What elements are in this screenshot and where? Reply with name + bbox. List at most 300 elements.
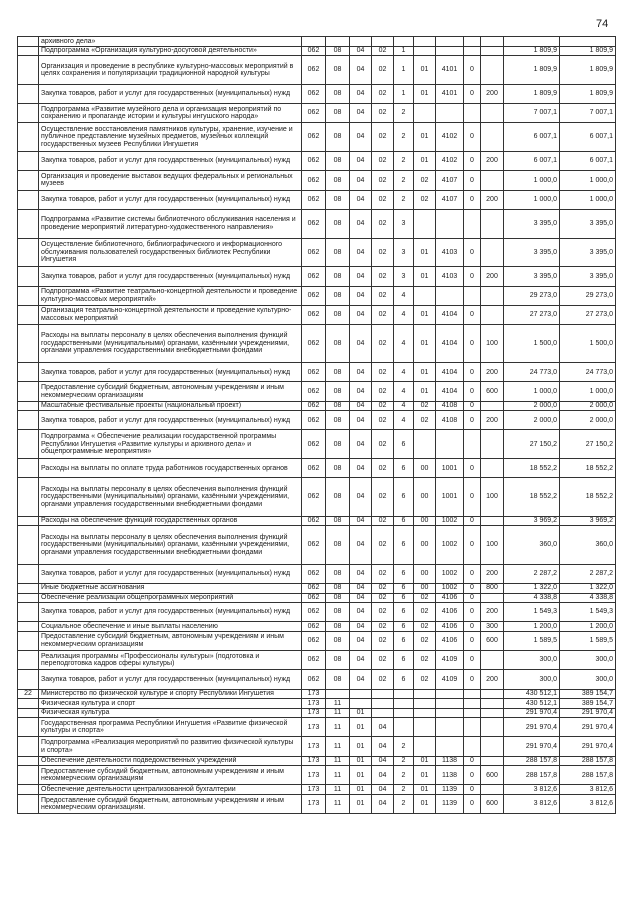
subprogram-cell: 2: [394, 190, 414, 209]
subprogram-cell: 2: [394, 756, 414, 766]
amount-cell: 430 512,1: [504, 689, 560, 699]
subprogram-cell: 4: [394, 363, 414, 382]
admin-code-cell: 062: [302, 622, 326, 632]
main-event-cell: 01: [414, 267, 436, 286]
row-number-cell: [18, 583, 39, 593]
subsection-cell: 04: [350, 171, 372, 190]
main-event-cell: 01: [414, 795, 436, 814]
program-cell: 02: [372, 152, 394, 171]
row-number-cell: [18, 478, 39, 516]
direction-cell: 1138: [436, 766, 464, 785]
main-event-cell: [414, 699, 436, 709]
amount-cell: 24 773,0: [560, 363, 616, 382]
admin-code-cell: 062: [302, 152, 326, 171]
description-cell: Закупка товаров, работ и услуг для государственных (муниципальных) нужд: [39, 363, 302, 382]
expense-type-cell: [481, 56, 504, 85]
description-cell: Расходы на выплаты персоналу в целях обеспечения выполнения функций государственными (муниципальными) органами, казёнными учреждениями, органами управления государственными внебюджетными фондами: [39, 324, 302, 362]
table-row: [18, 430, 616, 459]
description-cell: Подпрограмма «Развитие музейного дела и организация мероприятий по сохранению и пропаганде истории и культуры ингушского народа»: [39, 104, 302, 123]
row-number-cell: [18, 670, 39, 689]
description-cell: Организация и проведение в республике культурно-массовых мероприятий в целях сохранения и популяризации традиционной народной культуры: [39, 56, 302, 85]
subprogram-cell: 6: [394, 526, 414, 564]
admin-code-cell: 062: [302, 401, 326, 411]
subsection-cell: 04: [350, 670, 372, 689]
expense-type-cell: [481, 459, 504, 478]
expense-type-cell: 200: [481, 84, 504, 103]
row-number-cell: [18, 209, 39, 238]
description-cell: Обеспечение реализации общепрограммных мероприятий: [39, 593, 302, 603]
description-cell: Организация и проведение выставок ведущих федеральных и региональных музеев: [39, 171, 302, 190]
row-number-cell: [18, 593, 39, 603]
main-event-cell: [414, 737, 436, 756]
section-cell: 08: [326, 478, 350, 516]
description-cell: Закупка товаров, работ и услуг для государственных (муниципальных) нужд: [39, 564, 302, 583]
description-cell: Предоставление субсидий бюджетным, автономным учреждениям и иным некоммерческим организациям: [39, 382, 302, 401]
row-number-cell: [18, 766, 39, 785]
admin-code-cell: 062: [302, 478, 326, 516]
subsection-cell: 04: [350, 209, 372, 238]
direction-cell: 4103: [436, 267, 464, 286]
description-cell: Расходы на выплаты персоналу в целях обеспечения выполнения функций государственными (муниципальными) органами, казёнными учреждениями, органами управления государственными внебюджетными фондами: [39, 478, 302, 516]
digit-cell: [464, 737, 481, 756]
row-number-cell: 22: [18, 689, 39, 699]
main-event-cell: 02: [414, 631, 436, 650]
row-number-cell: [18, 84, 39, 103]
direction-cell: [436, 737, 464, 756]
table-row: [18, 795, 616, 814]
program-cell: 02: [372, 670, 394, 689]
table-row: [18, 785, 616, 795]
subsection-cell: 04: [350, 152, 372, 171]
digit-cell: 0: [464, 526, 481, 564]
amount-cell: 291 970,4: [504, 718, 560, 737]
digit-cell: 0: [464, 171, 481, 190]
main-event-cell: 01: [414, 123, 436, 152]
amount-cell: 2 287,2: [560, 564, 616, 583]
direction-cell: 1138: [436, 756, 464, 766]
subprogram-cell: 6: [394, 516, 414, 526]
main-event-cell: 01: [414, 766, 436, 785]
subsection-cell: 04: [350, 286, 372, 305]
subsection-cell: 04: [350, 363, 372, 382]
description-cell: Подпрограмма «Развитие системы библиотечного обслуживания населения и проведение мероприятий литературно-художественного направления»: [39, 209, 302, 238]
expense-type-cell: [481, 651, 504, 670]
admin-code-cell: 062: [302, 651, 326, 670]
expense-type-cell: [481, 718, 504, 737]
digit-cell: 0: [464, 324, 481, 362]
table-row: [18, 305, 616, 324]
expense-type-cell: 200: [481, 411, 504, 430]
section-cell: 08: [326, 46, 350, 56]
table-row: [18, 84, 616, 103]
digit-cell: 0: [464, 670, 481, 689]
digit-cell: 0: [464, 756, 481, 766]
admin-code-cell: 173: [302, 708, 326, 718]
subprogram-cell: 6: [394, 430, 414, 459]
amount-cell: 18 552,2: [504, 478, 560, 516]
table-row: [18, 651, 616, 670]
amount-cell: 1 549,3: [504, 603, 560, 622]
digit-cell: 0: [464, 305, 481, 324]
expense-type-cell: 300: [481, 622, 504, 632]
section-cell: 08: [326, 363, 350, 382]
row-number-cell: [18, 795, 39, 814]
admin-code-cell: 173: [302, 699, 326, 709]
subsection-cell: 04: [350, 478, 372, 516]
table-row: [18, 267, 616, 286]
description-cell: Физическая культура и спорт: [39, 699, 302, 709]
expense-type-cell: [481, 171, 504, 190]
digit-cell: 0: [464, 631, 481, 650]
subprogram-cell: [394, 718, 414, 737]
amount-cell: 3 969,2: [560, 516, 616, 526]
expense-type-cell: [481, 737, 504, 756]
admin-code-cell: 062: [302, 104, 326, 123]
main-event-cell: 00: [414, 478, 436, 516]
direction-cell: 4107: [436, 171, 464, 190]
program-cell: 02: [372, 104, 394, 123]
admin-code-cell: 062: [302, 603, 326, 622]
amount-cell: 3 395,0: [504, 238, 560, 267]
amount-cell: 288 157,8: [560, 756, 616, 766]
subprogram-cell: 3: [394, 267, 414, 286]
program-cell: 02: [372, 267, 394, 286]
amount-cell: 27 150,2: [504, 430, 560, 459]
subprogram-cell: [394, 689, 414, 699]
page-number: 74: [596, 18, 609, 30]
subsection-cell: 04: [350, 583, 372, 593]
direction-cell: [436, 209, 464, 238]
amount-cell: 291 970,4: [560, 708, 616, 718]
row-number-cell: [18, 37, 39, 47]
amount-cell: 1 809,9: [560, 56, 616, 85]
subprogram-cell: 6: [394, 593, 414, 603]
digit-cell: 0: [464, 267, 481, 286]
expense-type-cell: [481, 430, 504, 459]
subsection-cell: 04: [350, 104, 372, 123]
direction-cell: 1002: [436, 526, 464, 564]
admin-code-cell: 062: [302, 430, 326, 459]
subprogram-cell: [394, 37, 414, 47]
expense-type-cell: 200: [481, 670, 504, 689]
amount-cell: 360,0: [560, 526, 616, 564]
direction-cell: 4104: [436, 324, 464, 362]
amount-cell: 389 154,7: [560, 689, 616, 699]
section-cell: 11: [326, 756, 350, 766]
amount-cell: 27 273,0: [504, 305, 560, 324]
subsection-cell: 04: [350, 46, 372, 56]
section-cell: 11: [326, 699, 350, 709]
description-cell: Подпрограмма «Организация культурно-досуговой деятельности»: [39, 46, 302, 56]
admin-code-cell: 173: [302, 756, 326, 766]
direction-cell: 1139: [436, 785, 464, 795]
amount-cell: 29 273,0: [560, 286, 616, 305]
subprogram-cell: 1: [394, 56, 414, 85]
subsection-cell: 04: [350, 305, 372, 324]
amount-cell: 1 200,0: [560, 622, 616, 632]
expense-type-cell: 200: [481, 267, 504, 286]
amount-cell: 2 000,0: [560, 401, 616, 411]
main-event-cell: [414, 718, 436, 737]
amount-cell: 4 338,8: [560, 593, 616, 603]
subprogram-cell: 3: [394, 209, 414, 238]
admin-code-cell: 062: [302, 631, 326, 650]
amount-cell: 1 809,9: [504, 84, 560, 103]
amount-cell: 1 589,5: [504, 631, 560, 650]
admin-code-cell: 173: [302, 689, 326, 699]
direction-cell: 1139: [436, 795, 464, 814]
amount-cell: 360,0: [504, 526, 560, 564]
amount-cell: 18 552,2: [560, 459, 616, 478]
amount-cell: 3 812,6: [504, 785, 560, 795]
program-cell: 02: [372, 286, 394, 305]
expense-type-cell: [481, 104, 504, 123]
admin-code-cell: 173: [302, 785, 326, 795]
admin-code-cell: 062: [302, 564, 326, 583]
digit-cell: [464, 689, 481, 699]
direction-cell: [436, 104, 464, 123]
description-cell: Обеспечение деятельности централизованной бухгалтерии: [39, 785, 302, 795]
table-row: [18, 37, 616, 47]
subsection-cell: 04: [350, 622, 372, 632]
table-row: [18, 238, 616, 267]
section-cell: 08: [326, 516, 350, 526]
row-number-cell: [18, 56, 39, 85]
program-cell: 02: [372, 401, 394, 411]
program-cell: 02: [372, 382, 394, 401]
expense-type-cell: [481, 286, 504, 305]
subsection-cell: 04: [350, 593, 372, 603]
digit-cell: 0: [464, 459, 481, 478]
section-cell: 08: [326, 286, 350, 305]
row-number-cell: [18, 526, 39, 564]
description-cell: Государственная программа Республики Ингушетия «Развитие физической культуры и спорта»: [39, 718, 302, 737]
main-event-cell: [414, 104, 436, 123]
amount-cell: 291 970,4: [560, 718, 616, 737]
expense-type-cell: 200: [481, 152, 504, 171]
row-number-cell: [18, 756, 39, 766]
digit-cell: 0: [464, 583, 481, 593]
direction-cell: 4101: [436, 56, 464, 85]
description-cell: Организация театрально-концертной деятельности и проведение культурно-массовых мероприятий: [39, 305, 302, 324]
program-cell: 02: [372, 411, 394, 430]
amount-cell: 29 273,0: [504, 286, 560, 305]
description-cell: Подпрограмма «Развитие театрально-концертной деятельности и проведение культурно-массовых мероприятий»: [39, 286, 302, 305]
section-cell: 08: [326, 382, 350, 401]
subprogram-cell: 2: [394, 737, 414, 756]
row-number-cell: [18, 171, 39, 190]
subsection-cell: 04: [350, 603, 372, 622]
program-cell: 02: [372, 305, 394, 324]
section-cell: 08: [326, 631, 350, 650]
subprogram-cell: 1: [394, 46, 414, 56]
direction-cell: 4106: [436, 603, 464, 622]
row-number-cell: [18, 382, 39, 401]
table-row: [18, 46, 616, 56]
expense-type-cell: [481, 708, 504, 718]
digit-cell: 0: [464, 478, 481, 516]
admin-code-cell: 062: [302, 123, 326, 152]
amount-cell: 291 970,4: [560, 737, 616, 756]
table-row: [18, 459, 616, 478]
amount-cell: 2 000,0: [504, 411, 560, 430]
subsection-cell: [350, 689, 372, 699]
admin-code-cell: 062: [302, 84, 326, 103]
amount-cell: 6 007,1: [560, 152, 616, 171]
admin-code-cell: 062: [302, 363, 326, 382]
main-event-cell: 01: [414, 152, 436, 171]
main-event-cell: [414, 209, 436, 238]
direction-cell: 1001: [436, 478, 464, 516]
digit-cell: [464, 46, 481, 56]
amount-cell: 1 000,0: [560, 190, 616, 209]
subsection-cell: 01: [350, 708, 372, 718]
table-row: [18, 622, 616, 632]
program-cell: 04: [372, 756, 394, 766]
table-row: [18, 123, 616, 152]
subprogram-cell: 1: [394, 84, 414, 103]
row-number-cell: [18, 737, 39, 756]
row-number-cell: [18, 651, 39, 670]
table-row: [18, 718, 616, 737]
admin-code-cell: 062: [302, 305, 326, 324]
section-cell: 08: [326, 593, 350, 603]
amount-cell: 1 809,9: [560, 46, 616, 56]
table-row: [18, 286, 616, 305]
program-cell: 02: [372, 363, 394, 382]
digit-cell: 0: [464, 603, 481, 622]
main-event-cell: 01: [414, 785, 436, 795]
program-cell: 02: [372, 603, 394, 622]
amount-cell: 3 395,0: [560, 267, 616, 286]
table-row: [18, 516, 616, 526]
subprogram-cell: [394, 699, 414, 709]
amount-cell: 2 287,2: [504, 564, 560, 583]
direction-cell: 4104: [436, 305, 464, 324]
section-cell: 08: [326, 583, 350, 593]
amount-cell: 1 000,0: [560, 382, 616, 401]
section-cell: 11: [326, 795, 350, 814]
admin-code-cell: 062: [302, 459, 326, 478]
expense-type-cell: [481, 401, 504, 411]
subprogram-cell: 6: [394, 651, 414, 670]
amount-cell: 1 549,3: [560, 603, 616, 622]
section-cell: 08: [326, 622, 350, 632]
direction-cell: [436, 699, 464, 709]
direction-cell: 1002: [436, 583, 464, 593]
expense-type-cell: 800: [481, 583, 504, 593]
direction-cell: [436, 718, 464, 737]
row-number-cell: [18, 123, 39, 152]
amount-cell: 1 500,0: [504, 324, 560, 362]
subsection-cell: [350, 699, 372, 709]
table-row: [18, 190, 616, 209]
admin-code-cell: 173: [302, 737, 326, 756]
amount-cell: 6 007,1: [560, 123, 616, 152]
section-cell: 08: [326, 459, 350, 478]
description-cell: Масштабные фестивальные проекты (национальный проект): [39, 401, 302, 411]
digit-cell: 0: [464, 564, 481, 583]
table-row: [18, 382, 616, 401]
section-cell: 11: [326, 785, 350, 795]
section-cell: 08: [326, 430, 350, 459]
direction-cell: 4108: [436, 411, 464, 430]
expense-type-cell: 100: [481, 324, 504, 362]
amount-cell: 430 512,1: [504, 699, 560, 709]
expense-type-cell: [481, 785, 504, 795]
description-cell: Закупка товаров, работ и услуг для государственных (муниципальных) нужд: [39, 670, 302, 689]
amount-cell: [504, 37, 560, 47]
amount-cell: 7 007,1: [504, 104, 560, 123]
description-cell: Расходы на выплаты по оплате труда работников государственных органов: [39, 459, 302, 478]
direction-cell: 1002: [436, 516, 464, 526]
program-cell: 04: [372, 718, 394, 737]
admin-code-cell: 062: [302, 516, 326, 526]
subsection-cell: 04: [350, 564, 372, 583]
section-cell: 08: [326, 238, 350, 267]
main-event-cell: 02: [414, 622, 436, 632]
table-row: [18, 104, 616, 123]
description-cell: Предоставление субсидий бюджетным, автономным учреждениям и иным некоммерческим организациям: [39, 631, 302, 650]
row-number-cell: [18, 622, 39, 632]
table-row: [18, 152, 616, 171]
expense-type-cell: [481, 238, 504, 267]
subprogram-cell: 6: [394, 603, 414, 622]
admin-code-cell: 062: [302, 56, 326, 85]
subprogram-cell: 4: [394, 286, 414, 305]
section-cell: [326, 689, 350, 699]
main-event-cell: 02: [414, 401, 436, 411]
digit-cell: 0: [464, 84, 481, 103]
direction-cell: [436, 46, 464, 56]
description-cell: Подпрограмма «Реализация мероприятий по развитию физической культуры и спорта»: [39, 737, 302, 756]
amount-cell: 24 773,0: [504, 363, 560, 382]
subprogram-cell: 2: [394, 785, 414, 795]
amount-cell: 6 007,1: [504, 123, 560, 152]
description-cell: Расходы на обеспечение функций государственных органов: [39, 516, 302, 526]
amount-cell: 3 969,2: [504, 516, 560, 526]
table-row: [18, 583, 616, 593]
amount-cell: 2 000,0: [560, 411, 616, 430]
subsection-cell: 04: [350, 430, 372, 459]
expense-type-cell: 200: [481, 564, 504, 583]
amount-cell: 300,0: [560, 651, 616, 670]
amount-cell: 4 338,8: [504, 593, 560, 603]
subprogram-cell: 6: [394, 622, 414, 632]
direction-cell: 4102: [436, 123, 464, 152]
table-row: [18, 631, 616, 650]
expense-type-cell: 600: [481, 766, 504, 785]
program-cell: 04: [372, 785, 394, 795]
subprogram-cell: 6: [394, 670, 414, 689]
main-event-cell: 00: [414, 564, 436, 583]
amount-cell: 3 395,0: [504, 209, 560, 238]
table-row: [18, 737, 616, 756]
digit-cell: 0: [464, 190, 481, 209]
description-cell: Министерство по физической культуре и спорту Республики Ингушетия: [39, 689, 302, 699]
admin-code-cell: 062: [302, 171, 326, 190]
direction-cell: 4103: [436, 238, 464, 267]
program-cell: 04: [372, 766, 394, 785]
subprogram-cell: 4: [394, 305, 414, 324]
program-cell: 02: [372, 516, 394, 526]
section-cell: 11: [326, 708, 350, 718]
admin-code-cell: 062: [302, 411, 326, 430]
program-cell: [372, 37, 394, 47]
subprogram-cell: 2: [394, 766, 414, 785]
direction-cell: 4104: [436, 363, 464, 382]
subprogram-cell: 2: [394, 104, 414, 123]
